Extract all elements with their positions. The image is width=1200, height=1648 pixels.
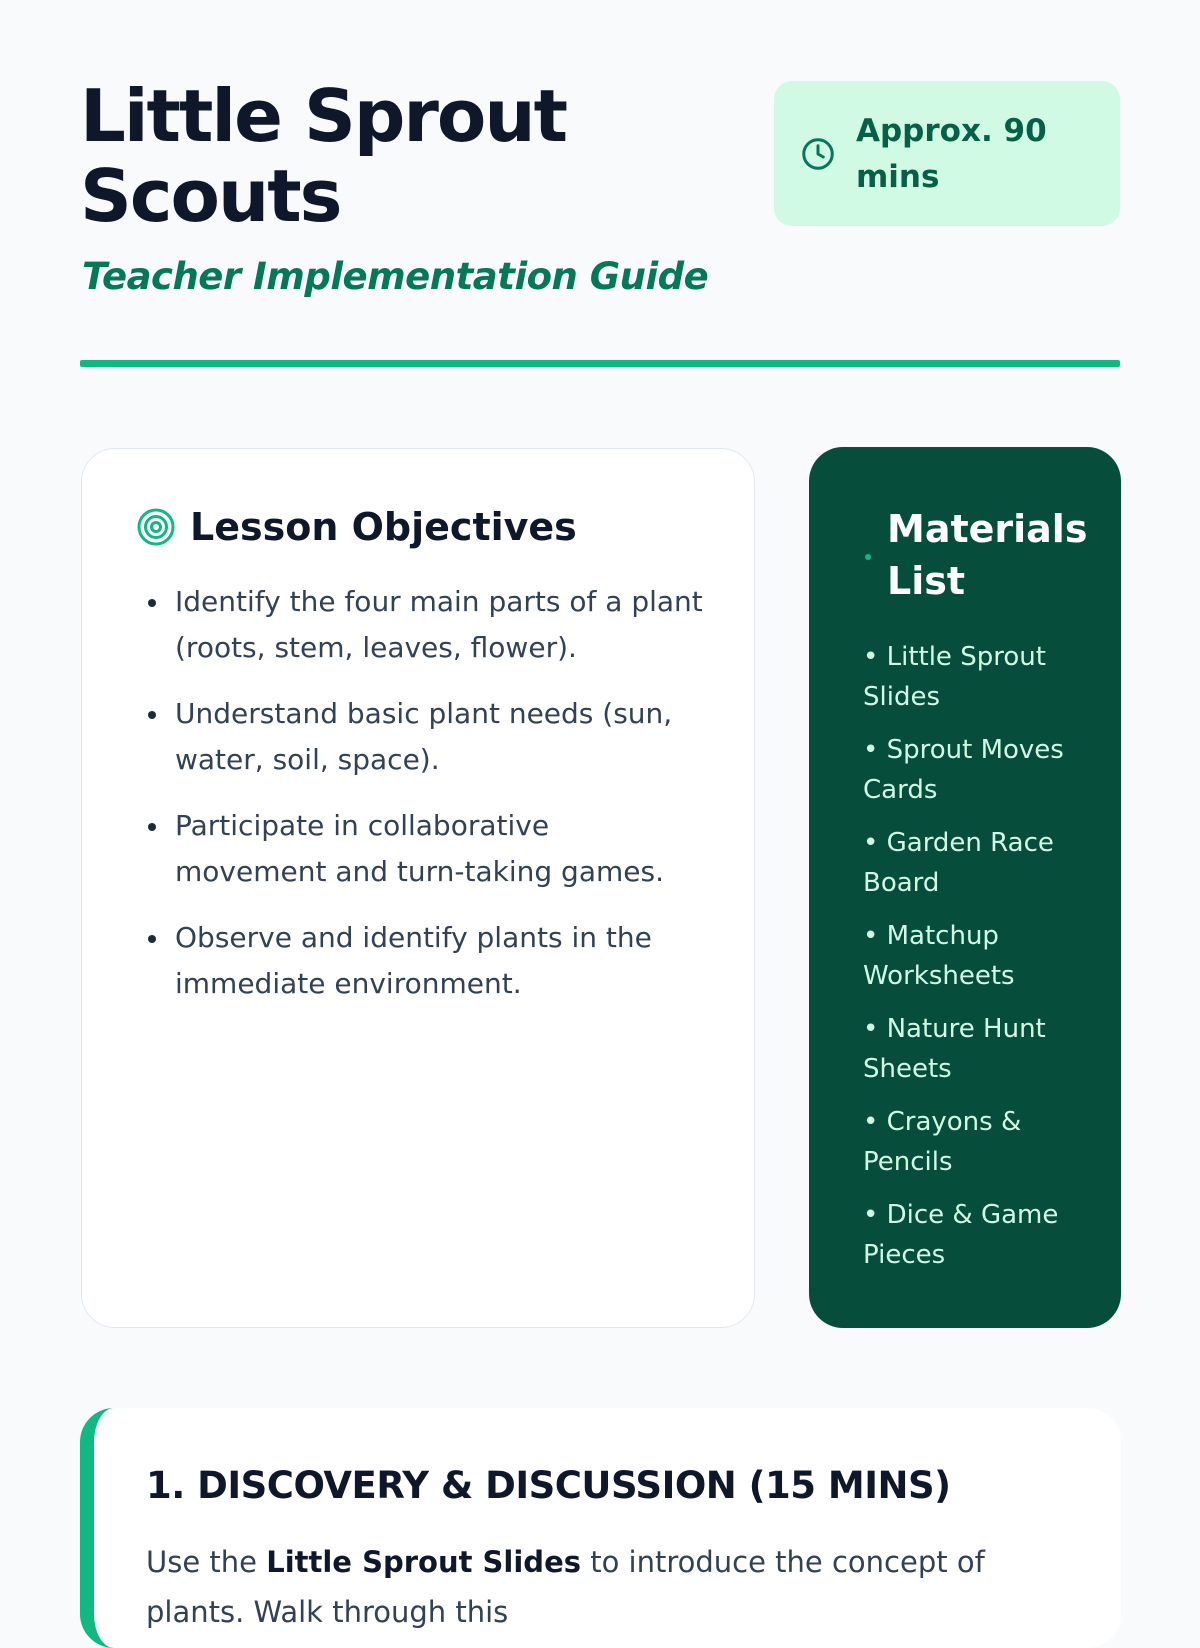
step-1-card bbox=[80, 1408, 1121, 1648]
target-icon bbox=[136, 507, 176, 547]
page-subtitle: Teacher Implementation Guide bbox=[82, 255, 709, 298]
material-item: • Garden Race Board bbox=[863, 828, 1054, 898]
material-item: • Sprout Moves Cards bbox=[863, 735, 1064, 805]
materials-heading bbox=[863, 503, 1088, 607]
objective-item: Understand basic plant needs (sun, water, soil, space). bbox=[136, 691, 704, 783]
objective-item: Identify the four main parts of a plant (roots, stem, leaves, flower). bbox=[136, 579, 704, 671]
material-item: • Matchup Worksheets bbox=[863, 921, 1015, 991]
clock-icon bbox=[800, 136, 836, 172]
objective-item: Participate in collaborative movement and turn-taking games. bbox=[136, 803, 704, 895]
material-item: • Little Sprout Slides bbox=[863, 642, 1046, 712]
materials-heading-text: Materials List bbox=[887, 507, 1088, 603]
objectives-heading-text: Lesson Objectives bbox=[190, 505, 577, 549]
step-1-heading: 1. DISCOVERY & DISCUSSION (15 MINS) bbox=[146, 1464, 951, 1507]
objective-item: Observe and identify plants in the immediate environment. bbox=[136, 915, 704, 1007]
material-item: • Dice & Game Pieces bbox=[863, 1200, 1059, 1270]
objectives-card bbox=[81, 448, 755, 1328]
slides-emphasis: Little Sprout Slides bbox=[266, 1545, 581, 1579]
header-divider bbox=[80, 360, 1120, 367]
objectives-heading bbox=[136, 505, 704, 549]
materials-list bbox=[863, 637, 1081, 1275]
page-title: Little Sprout Scouts bbox=[80, 74, 567, 238]
duration-badge bbox=[774, 81, 1120, 226]
material-item: • Crayons & Pencils bbox=[863, 1107, 1022, 1177]
step-1-body: Use the Little Sprout Slides to introduce the concept of plants. Walk through this bbox=[146, 1545, 985, 1629]
material-item: • Nature Hunt Sheets bbox=[863, 1014, 1046, 1084]
materials-card bbox=[809, 447, 1121, 1328]
duration-label: Approx. 90 mins bbox=[856, 112, 1047, 195]
objectives-list bbox=[136, 579, 704, 1007]
sprout-icon bbox=[863, 552, 873, 562]
